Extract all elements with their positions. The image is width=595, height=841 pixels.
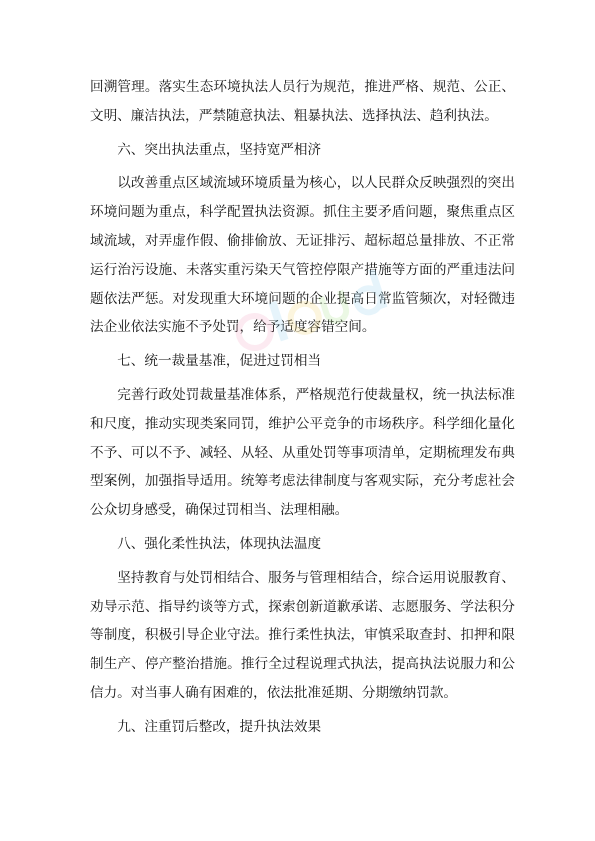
paragraph-section-8: 坚持教育与处罚相结合、服务与管理相结合，综合运用说服教育、劝导示范、指导约谈等方式，探索创新道歉承诺、志愿服务、学法积分等制度，积极引导企业守法。推行柔性执法，审慎采取查封、扣押和限制生产、停产整治措施。推行全过程说理式执法，提高执法说服力和公信力。对当事人确有困难的，依法批准延期、分期缴纳罚款。	[90, 569, 515, 701]
paragraph-section-6: 以改善重点区域流域环境质量为核心，以人民群众反映强烈的突出环境问题为重点，科学配置执法资源。抓住主要矛盾问题，聚焦重点区域流域，对弄虚作假、偷排偷放、无证排污、超标超总量排放、不正常运行治污设施、未落实重污染天气管控停限产措施等方面的严重违法问题依法严惩。对发现重大环境问题的企业提高日常监管频次，对轻微违法企业依法实施不予处罚，给予适度容错空间。	[90, 175, 515, 336]
section-heading-7: 七、统一裁量基准，促进过罚相当	[117, 353, 322, 370]
section-heading-6: 六、突出执法重点，坚持宽严相济	[117, 141, 322, 158]
paragraph-continuation: 回溯管理。落实生态环境执法人员行为规范，推进严格、规范、公正、文明、廉洁执法，严禁随意执法、粗暴执法、选择执法、趋利执法。	[90, 79, 515, 124]
paragraph-section-7: 完善行政处罚裁量基准体系，严格规范行使裁量权，统一执法标准和尺度，推动实现类案同罚，维护公平竞争的市场秩序。科学细化量化不予、可以不予、减轻、从轻、从重处罚等事项清单，定期梳理发布典型案例，加强指导适用。统筹考虑法律制度与客观实际，充分考虑社会公众切身感受，确保过罚相当、法理相融。	[90, 386, 515, 519]
document-body	[90, 73, 515, 747]
section-heading-9: 九、注重罚后整改，提升执法效果	[117, 718, 322, 735]
section-heading-8: 八、强化柔性执法，体现执法温度	[117, 535, 322, 552]
